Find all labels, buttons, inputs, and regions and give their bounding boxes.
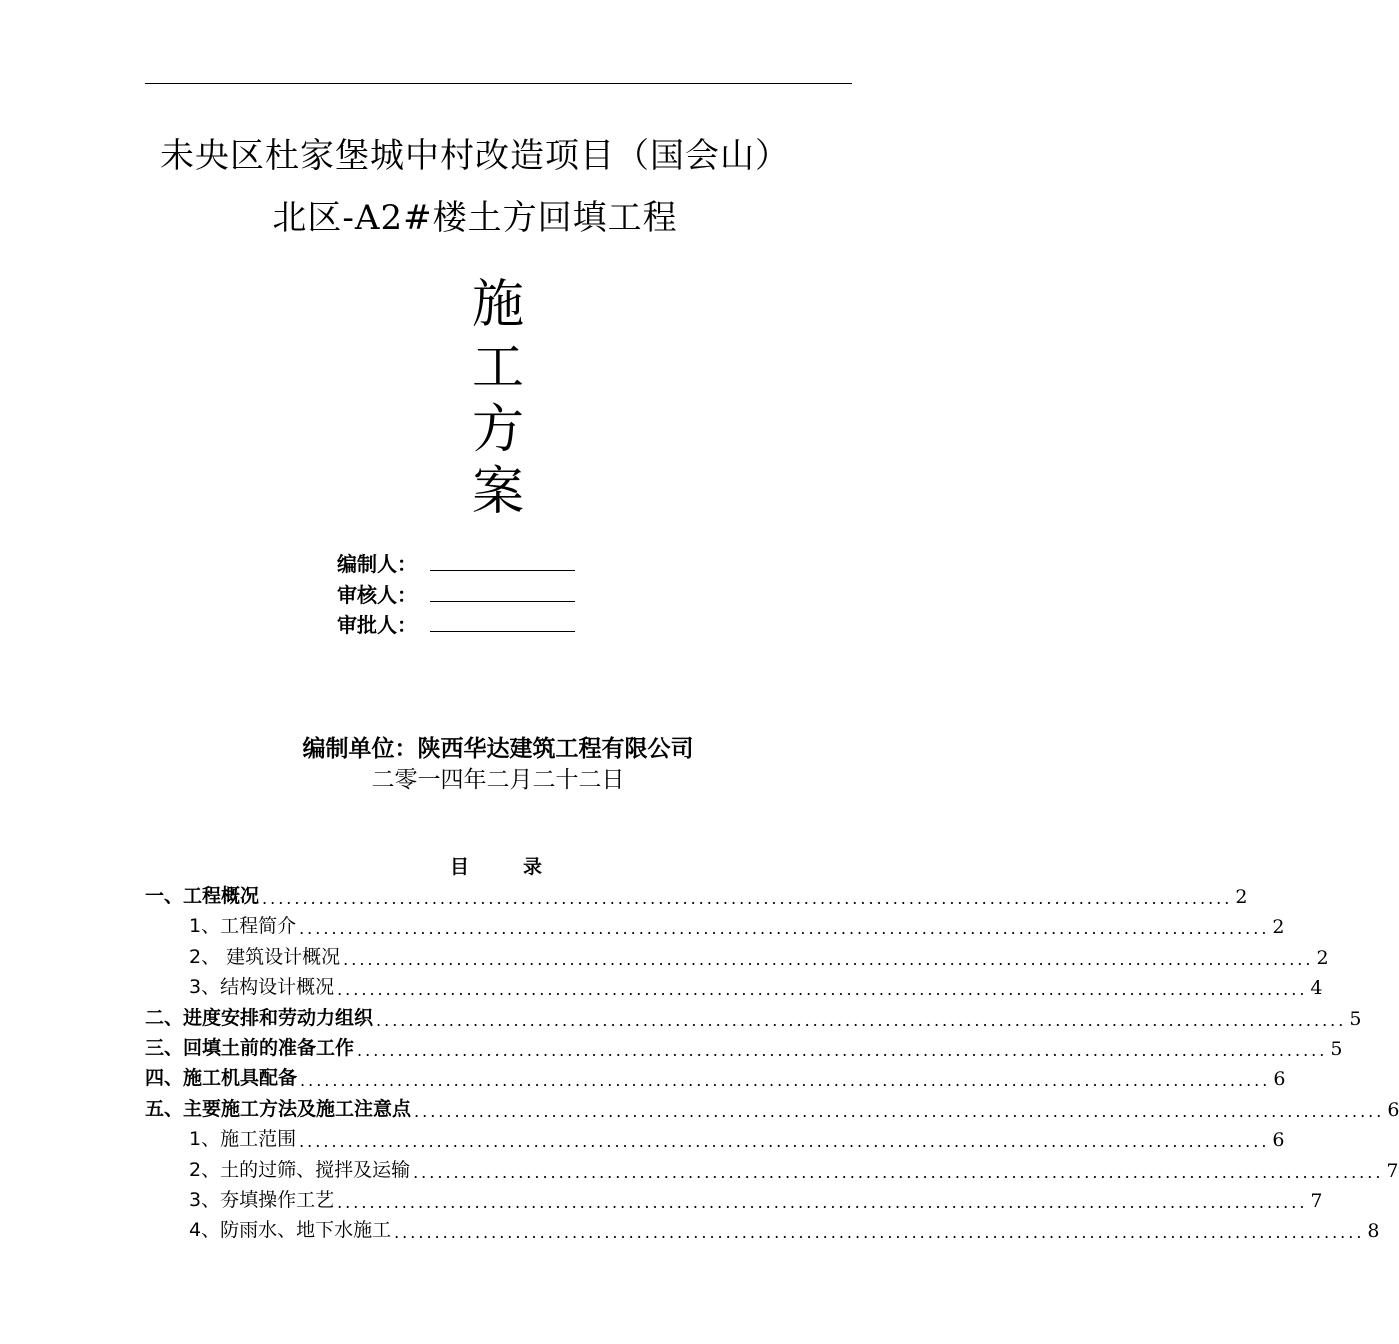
signature-blank-line xyxy=(430,601,575,602)
signature-blank-line xyxy=(430,631,575,632)
signature-label: 审批人： xyxy=(337,613,417,637)
toc-entry-text: 二、进度安排和劳动力组织 xyxy=(145,1006,374,1029)
project-title-line2: 北区-A2#楼土方回填工程 xyxy=(272,198,678,238)
toc-entry[interactable] xyxy=(145,971,1323,1000)
compile-date: 二零一四年二月二十二日 xyxy=(371,767,625,793)
signature-approver xyxy=(337,609,429,635)
toc-leader-dots: ........................................................................................................................ xyxy=(376,1010,1347,1030)
toc-heading-left: 目 xyxy=(450,856,470,878)
toc-page-number: 7 xyxy=(1386,1159,1399,1182)
signature-compiler xyxy=(337,548,429,574)
toc-heading xyxy=(450,852,542,879)
signature-label: 编制人： xyxy=(337,552,417,576)
toc-leader-dots: ........................................................................................................................ xyxy=(300,1071,1271,1091)
doc-type-char-2: 工 xyxy=(471,338,524,398)
toc-leader-dots: ........................................................................................................................ xyxy=(262,889,1233,908)
toc-entry-text: 三、回填土前的准备工作 xyxy=(145,1037,355,1059)
doc-type-char-4: 案 xyxy=(471,462,524,522)
toc-entry[interactable] xyxy=(145,1002,1362,1030)
toc-entry[interactable] xyxy=(145,941,1329,969)
doc-type-char-1: 施 xyxy=(471,275,524,335)
toc-entry-text: 1、施工范围 xyxy=(189,1128,297,1151)
signature-reviewer xyxy=(337,579,429,605)
toc-entry-text: 4、防雨水、地下水施工 xyxy=(189,1219,392,1242)
toc-page-number: 5 xyxy=(1330,1038,1343,1060)
toc-entry[interactable] xyxy=(145,1093,1399,1121)
toc-entry[interactable] xyxy=(145,1154,1399,1182)
toc-heading-right: 录 xyxy=(523,856,543,878)
toc-entry-text: 2、 建筑设计概况 xyxy=(189,945,341,968)
project-title-line1: 未央区杜家堡城中村改造项目（国会山） xyxy=(160,136,790,176)
toc-entry-text: 一、工程概况 xyxy=(145,885,260,907)
toc-page-number: 8 xyxy=(1367,1220,1380,1243)
toc-entry-text: 3、夯填操作工艺 xyxy=(189,1189,335,1211)
toc-page-number: 6 xyxy=(1272,1129,1285,1152)
toc-leader-dots: ........................................................................................................................ xyxy=(337,1193,1308,1212)
toc-entry-text: 3、结构设计概况 xyxy=(189,976,335,999)
toc-page-number: 4 xyxy=(1310,977,1323,1000)
toc-leader-dots: ........................................................................................................................ xyxy=(299,1132,1270,1152)
toc-entry-text: 2、土的过筛、搅拌及运输 xyxy=(189,1158,411,1181)
toc-entry[interactable] xyxy=(145,910,1285,939)
toc-page-number: 2 xyxy=(1316,946,1329,969)
toc-entry[interactable] xyxy=(145,1032,1343,1060)
toc-leader-dots: ........................................................................................................................ xyxy=(343,949,1314,969)
toc-entry[interactable] xyxy=(145,880,1248,908)
toc-page-number: 7 xyxy=(1310,1190,1323,1212)
toc-entry[interactable] xyxy=(145,1184,1323,1212)
toc-leader-dots: ........................................................................................................................ xyxy=(394,1223,1365,1243)
toc-entry-text: 五、主要施工方法及施工注意点 xyxy=(145,1097,412,1120)
toc-entry[interactable] xyxy=(145,1062,1286,1091)
compiling-unit: 编制单位：陕西华达建筑工程有限公司 xyxy=(302,736,694,762)
toc-page-number: 2 xyxy=(1272,916,1285,939)
toc-leader-dots: ........................................................................................................................ xyxy=(357,1041,1328,1060)
toc-leader-dots: ........................................................................................................................ xyxy=(299,919,1270,939)
toc-entry[interactable] xyxy=(145,1214,1380,1243)
signature-blank-line xyxy=(430,570,575,571)
toc-page-number: 5 xyxy=(1349,1007,1362,1030)
signature-label: 审核人： xyxy=(337,583,417,607)
toc-leader-dots: ........................................................................................................................ xyxy=(337,980,1308,1000)
doc-type-char-3: 方 xyxy=(471,400,524,460)
toc-leader-dots: ........................................................................................................................ xyxy=(413,1162,1384,1182)
toc-entry-text: 1、工程简介 xyxy=(189,915,297,938)
toc-page-number: 6 xyxy=(1387,1098,1399,1121)
toc-entry[interactable] xyxy=(145,1123,1285,1152)
toc-leader-dots: ........................................................................................................................ xyxy=(414,1101,1385,1121)
toc-page-number: 2 xyxy=(1235,886,1248,908)
toc-page-number: 6 xyxy=(1273,1068,1286,1091)
header-rule xyxy=(145,83,852,84)
toc-entry-text: 四、施工机具配备 xyxy=(145,1067,298,1090)
